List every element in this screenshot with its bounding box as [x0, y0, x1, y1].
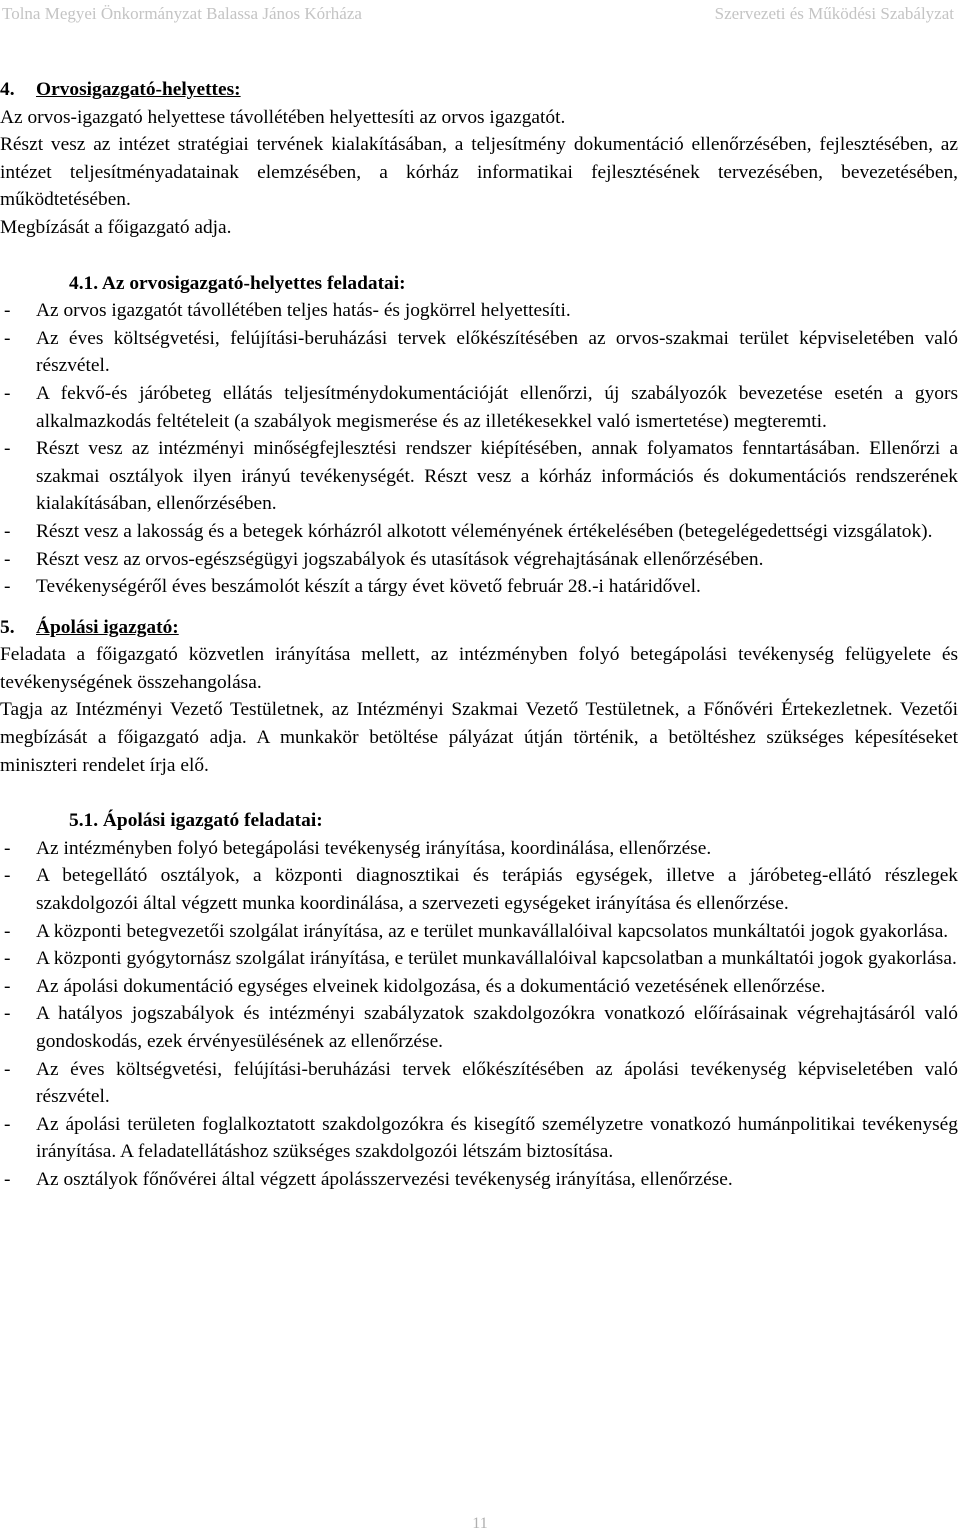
list-item: - A központi gyógytornász szolgálat irányítása, e terület munkavállalóival kapcsolatban a munkáltatói jogok gyakorlása.	[4, 948, 957, 970]
list-item: - Részt vesz a lakosság és a betegek kórházról alkotott véleményének értékelésében (betegelégedettségi vizsgálatok).	[4, 520, 933, 542]
header-institution: Tolna Megyei Önkormányzat Balassa János Kórháza	[2, 4, 362, 23]
section-4-1-task-list	[0, 297, 958, 601]
list-item: - A betegellátó osztályok, a központi diagnosztikai és terápiás egységek, illetve a járóbeteg-ellátó részlegek szakdolgozói által végzett munka koordinálása, a szervezeti egységeket irányítása és ellenőrzése.	[4, 865, 958, 915]
running-header	[0, 4, 960, 32]
section-4-number: 4.	[0, 79, 15, 100]
section-5-number: 5.	[0, 616, 15, 638]
section-5-heading	[0, 614, 958, 642]
list-item: - Tevékenységéről éves beszámolót készít a tárgy évet követő február 28.-i határidővel.	[4, 576, 701, 598]
list-item: - Az éves költségvetési, felújítási-beruházási tervek előkészítésében az orvos-szakmai terület képviseletében való részvétel.	[4, 327, 958, 377]
section-4-title: Orvosigazgató-helyettes:	[36, 79, 241, 100]
list-item: - A központi betegvezetői szolgálat irányítása, az e terület munkavállalóival kapcsolatos munkáltatói jogok gyakorlása.	[4, 920, 949, 942]
section-5-title: Ápolási igazgató:	[36, 616, 179, 638]
document-body	[0, 76, 958, 1194]
list-item: - Az éves költségvetési, felújítási-beruházási tervek előkészítésében az ápolási tevékenység képviseletében való részvétel.	[4, 1058, 958, 1108]
section-4-1-heading: 4.1. Az orvosigazgató-helyettes feladatai:	[69, 272, 406, 294]
list-item: - Az intézményben folyó betegápolási tevékenység irányítása, koordinálása, ellenőrzése.	[4, 837, 712, 859]
section-4-paragraph: Részt vesz az intézet stratégiai tervének kialakításában, a teljesítmény dokumentáció ellenőrzésében, fejlesztésében, az intézet teljesítményadatainak elemzésében, a kórház informatikai fejlesztésének tervezésében, bevezetésében, működtetésében.	[0, 134, 958, 211]
header-document-title: Szervezeti és Működési Szabályzat	[714, 4, 954, 23]
list-item: - Az ápolási területen foglalkoztatott szakdolgozókra és kisegítő személyzetre vonatkozó humánpolitikai tevékenység irányítása. A feladatellátáshoz szükséges szakdolgozói létszám biztosítása.	[4, 1113, 958, 1163]
list-item: - Részt vesz az orvos-egészségügyi jogszabályok és utasítások végrehajtásának ellenőrzésében.	[4, 548, 764, 570]
section-4-paragraph: Az orvos-igazgató helyettese távollétében helyettesíti az orvos igazgatót.	[0, 106, 566, 128]
section-5-1-task-list	[0, 835, 958, 1194]
list-item: - Az osztályok főnővérei által végzett ápolásszervezési tevékenység irányítása, ellenőrzése.	[4, 1168, 733, 1190]
section-5-1-heading: 5.1. Ápolási igazgató feladatai:	[69, 810, 323, 832]
list-item: - A hatályos jogszabályok és intézményi szabályzatok szakdolgozókra vonatkozó előírásainak végrehajtásáról való gondoskodás, ezek érvényesülésének az ellenőrzése.	[4, 1003, 958, 1052]
list-item: - Az orvos igazgatót távollétében teljes hatás- és jogkörrel helyettesíti.	[4, 300, 571, 322]
list-item: - A fekvő-és járóbeteg ellátás teljesítménydokumentációját ellenőrzi, új szabályozók bevezetése esetén a gyors alkalmazkodás feltételeit (a szabályok megismerése és az illetékesekkel való ismertetése) megteremti.	[4, 382, 958, 432]
page-number: 11	[472, 1515, 488, 1532]
list-item: - Részt vesz az intézményi minőségfejlesztési rendszer kiépítésében, annak folyamatos fenntartásában. Ellenőrzi a szakmai osztályok ilyen irányú tevékenységét. Részt vesz a kórház információs és dokumentációs rendszerének kialakításában, ellenőrzésében.	[4, 438, 958, 515]
section-5-paragraph: Tagja az Intézményi Vezető Testületnek, az Intézményi Szakmai Vezető Testületnek, a Főnővéri Értekezletnek. Vezetői megbízását a főigazgató adja. A munkakör betöltése pályázat útján történik, a betöltéshez szükséges képesítéseket miniszteri rendelet írja elő.	[0, 699, 958, 776]
list-item: - Az ápolási dokumentáció egységes elveinek kidolgozása, és a dokumentáció vezetésének ellenőrzése.	[4, 975, 826, 997]
section-4-heading	[0, 76, 958, 104]
section-4-paragraph: Megbízását a főigazgató adja.	[0, 216, 232, 238]
section-5-paragraph: Feladata a főigazgató közvetlen irányítása mellett, az intézményben folyó betegápolási tevékenység felügyelete és tevékenységének összehangolása.	[0, 644, 958, 693]
